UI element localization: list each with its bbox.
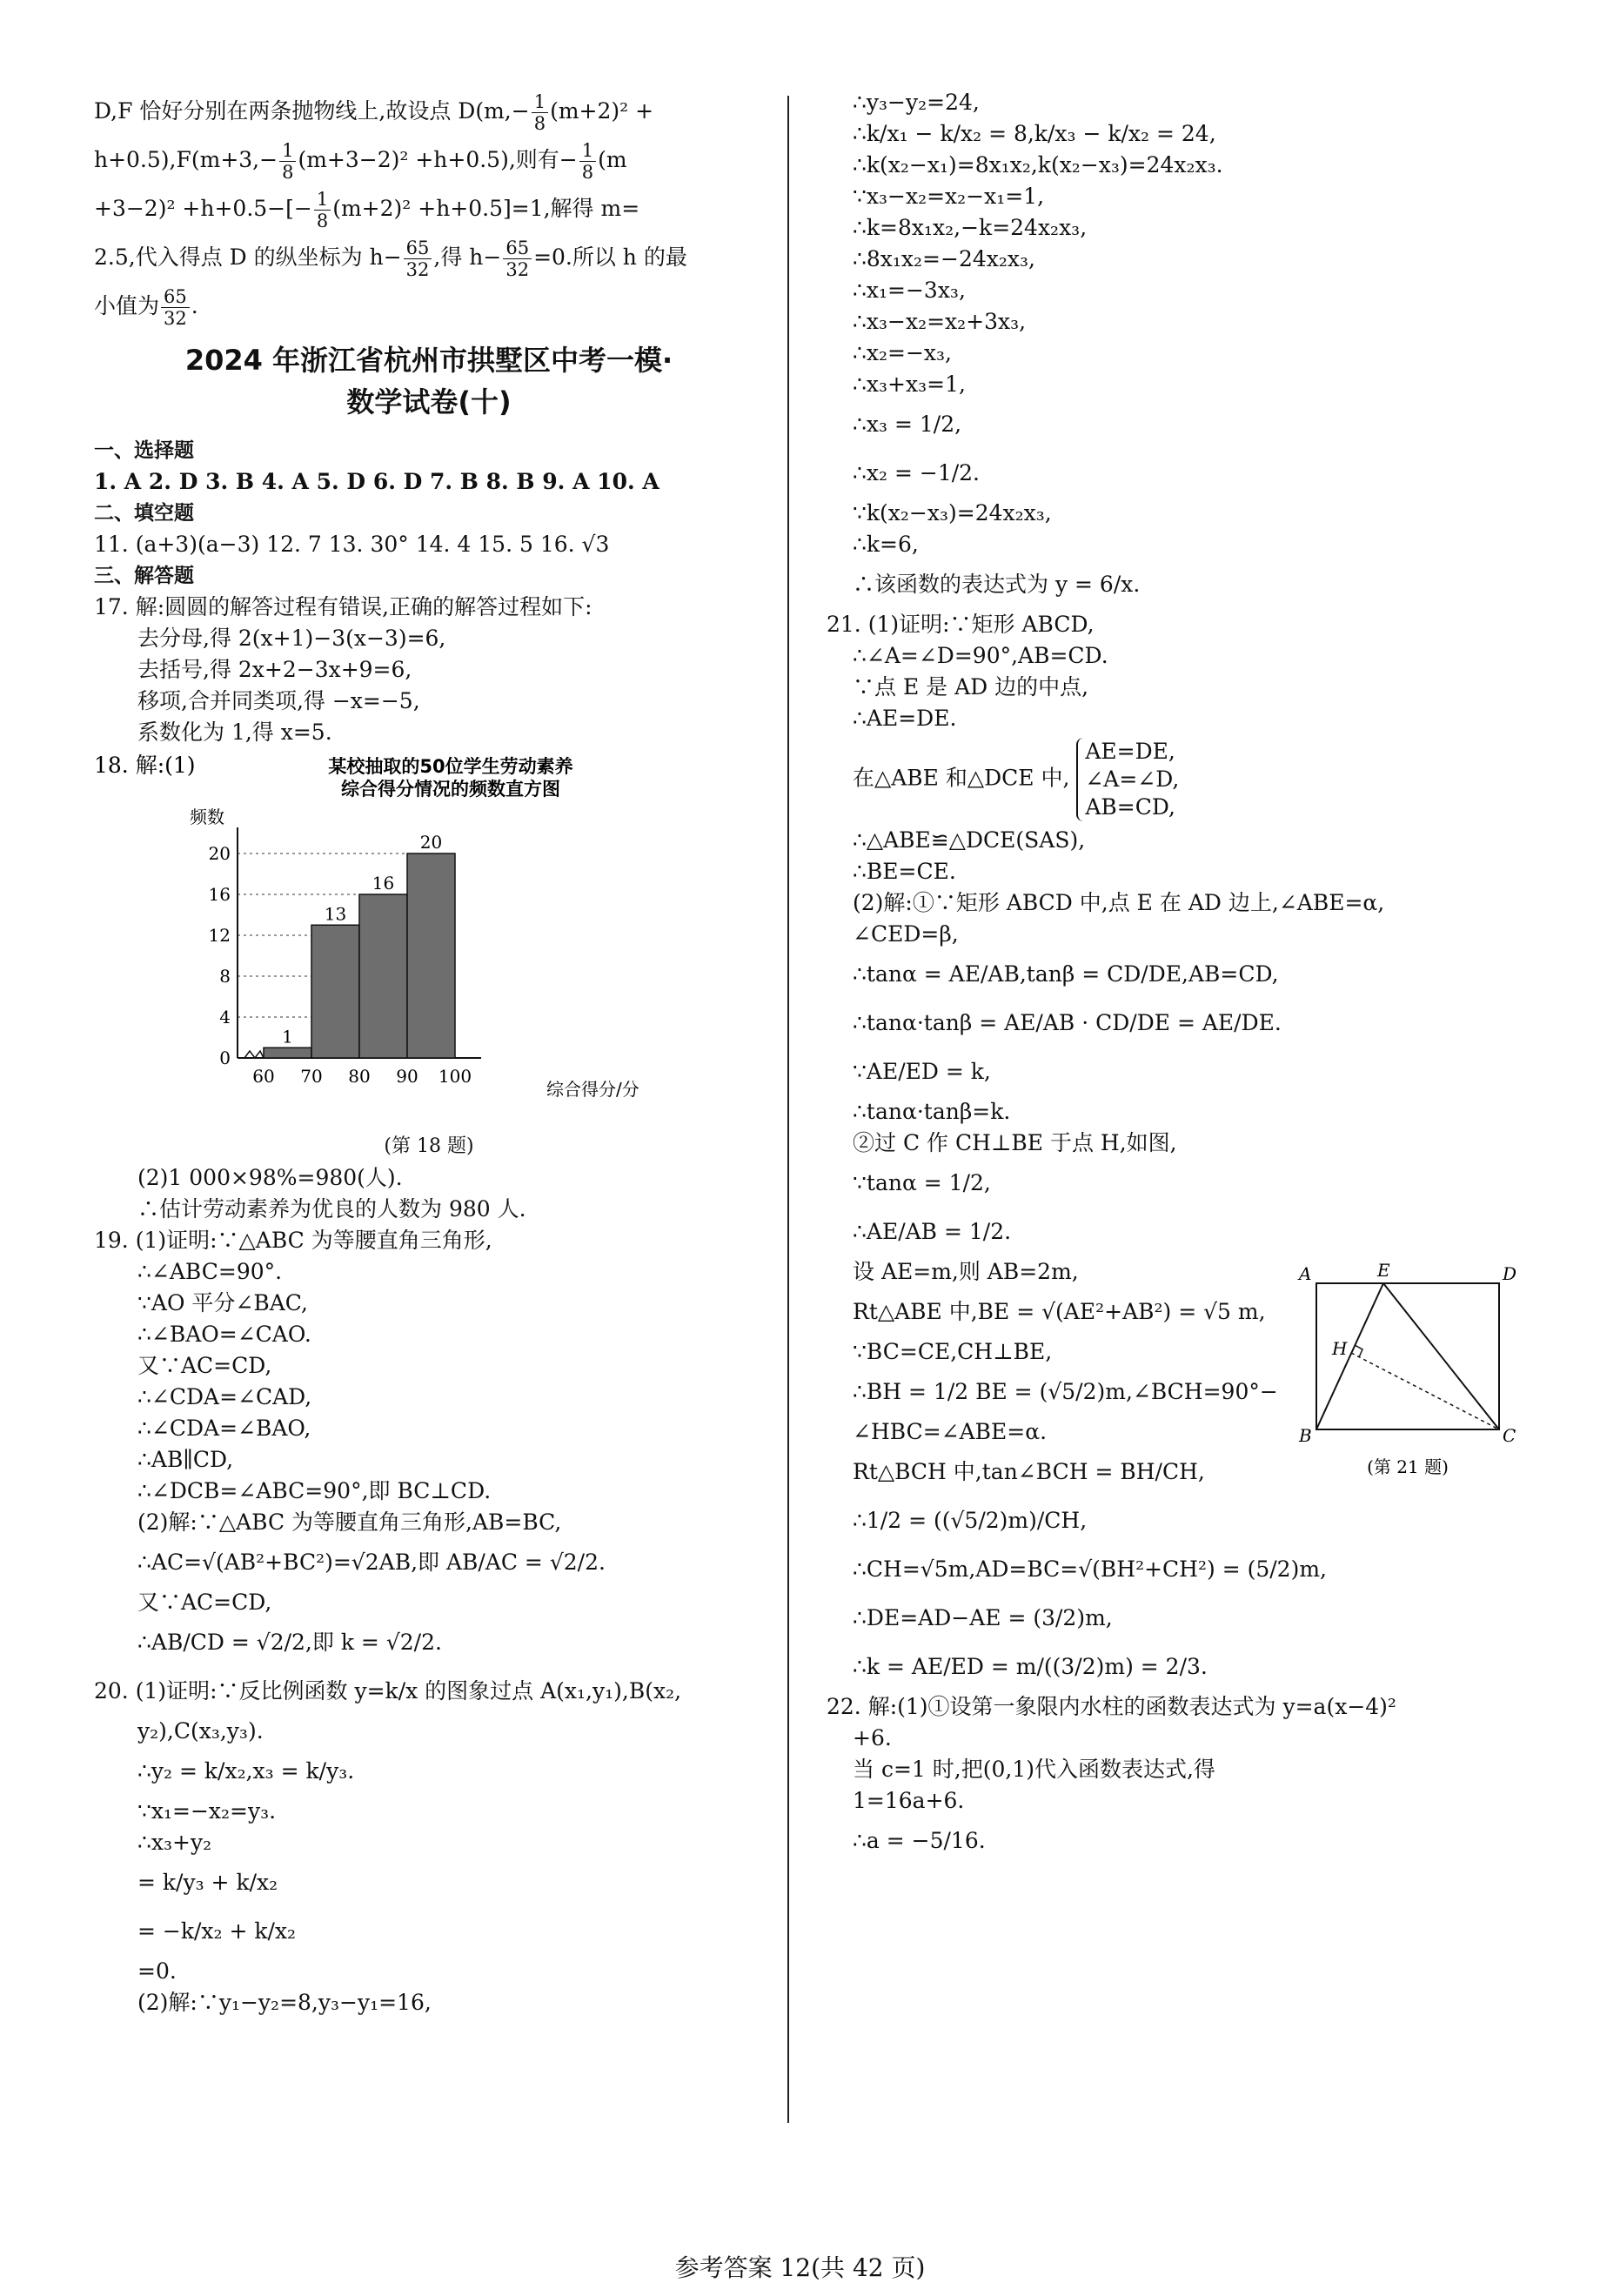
exam-title-line-1: 2024 年浙江省杭州市拱墅区中考一模· (184, 344, 673, 377)
fraction: $\frac{1}{8}$ (532, 91, 548, 134)
bar-value-label: 20 (419, 832, 443, 853)
q20-line: y₂),C(x₃,y₃). (137, 1718, 264, 1744)
rectangle-diagram (1283, 1257, 1518, 1483)
point-label: C (1503, 1425, 1516, 1446)
right-column (827, 87, 1523, 1865)
q21-line: ∴k = AE/ED = m/((3/2)m) = 2/3. (853, 1654, 1208, 1679)
q17-line: 17. 解:圆圆的解答过程有错误,正确的解答过程如下: (94, 594, 592, 619)
q20-line: ∵x₁=−x₂=y₃. (137, 1798, 277, 1824)
bar-value-label: 16 (372, 873, 395, 894)
question-22 (827, 1691, 1523, 1865)
q21-line: 21. (1)证明:∵矩形 ABCD, (827, 612, 1095, 637)
histogram-bar (264, 1048, 311, 1058)
q21-line: ∴AE/AB = 1/2. (853, 1219, 1012, 1244)
intro-line-2: h+0.5),F(m+3,− $\frac{1}{8}$ (m+3−2)² +h+0.5),则有− $\frac{1}{8}$ (m (94, 140, 627, 183)
left-column (94, 87, 764, 2018)
q21-line: ∵AE/ED = k, (853, 1059, 991, 1084)
q21-line: ∴AE=DE. (853, 706, 957, 731)
q18-line: ∴估计劳动素养为优良的人数为 980 人. (137, 1196, 526, 1222)
histogram-bar (311, 925, 359, 1058)
q20-line: ∵k(x₂−x₃)=24x₂x₃, (853, 500, 1052, 525)
histogram-bar (407, 853, 455, 1058)
q20-line: ∴y₃−y₂=24, (853, 90, 980, 115)
x-tick-label: 90 (396, 1066, 418, 1087)
fill-answers: 11. (a+3)(a−3) 12. 7 13. 30° 14. 4 15. 5 16. √3 (94, 532, 610, 557)
q19-line: ∴∠CDA=∠CAD, (137, 1384, 312, 1409)
q20-line: ∴x₃+x₃=1, (853, 372, 966, 397)
q19-line: 又∵AC=CD, (137, 1590, 272, 1615)
point-label: E (1377, 1260, 1390, 1281)
q17-line: 去括号,得 2x+2−3x+9=6, (137, 657, 412, 682)
q17-line: 去分母,得 2(x+1)−3(x−3)=6, (137, 626, 446, 651)
intro-line-4: 2.5,代入得点 D 的纵坐标为 h− $\frac{65}{32}$ ,得 h− $\frac{65}{32}$ =0.所以 h 的最 (94, 238, 687, 280)
q21-line: ∴1/2 = ((√5/2)m)/CH, (853, 1508, 1088, 1533)
q20-line: ∴x₃+y₂ (137, 1830, 212, 1855)
q19-line: ∴AC=√(AB²+BC²)=√2AB,即 AB/AC = √2/2. (137, 1550, 606, 1575)
bar-value-label: 13 (324, 903, 347, 925)
segment-ec (1383, 1283, 1499, 1429)
q19-line: ∴∠DCB=∠ABC=90°,即 BC⊥CD. (137, 1478, 492, 1503)
fraction: $\frac{65}{32}$ (161, 286, 190, 329)
q21-line: 设 AE=m,则 AB=2m, (853, 1259, 1079, 1284)
q21-line: ∠CED=β, (853, 921, 959, 947)
q19-line: ∴AB/CD = √2/2,即 k = √2/2. (137, 1630, 442, 1655)
fraction: $\frac{1}{8}$ (314, 189, 331, 231)
q20-line: ∴8x₁x₂=−24x₂x₃, (853, 246, 1035, 271)
q21-line: ∴∠A=∠D=90°,AB=CD. (853, 643, 1108, 668)
q20-line: ∴k=6, (853, 532, 919, 557)
section-heading: 一、选择题 (94, 439, 194, 462)
exam-title (94, 339, 764, 423)
q17-line: 移项,合并同类项,得 −x=−5, (137, 688, 420, 713)
q19-line: (2)解:∵△ABC 为等腰直角三角形,AB=BC, (137, 1509, 562, 1535)
q21-line: ∵点 E 是 AD 边的中点, (853, 674, 1089, 700)
chart-title-line-2: 综合得分情况的频数直方图 (341, 779, 560, 800)
q20-line: = k/y₃ + k/x₂ (137, 1870, 278, 1895)
page-footer: 参考答案 12(共 42 页) (674, 2253, 926, 2282)
q19-line: ∴∠CDA=∠BAO, (137, 1416, 311, 1441)
q20-line: ∴x₂=−x₃, (853, 340, 952, 365)
histogram-bar (359, 894, 407, 1058)
y-tick-label: 8 (219, 966, 231, 987)
fraction: $\frac{1}{8}$ (279, 140, 296, 183)
q21-line: ∴BH = 1/2 BE = (√5/2)m,∠BCH=90°− (853, 1379, 1278, 1404)
point-label: D (1503, 1263, 1517, 1284)
y-tick-label: 12 (208, 925, 231, 946)
intro-line-5: 小值为 $\frac{65}{32}$ . (94, 286, 198, 329)
y-tick-label: 4 (219, 1007, 231, 1028)
intro-line-1: D,F 恰好分别在两条抛物线上,故设点 D(m,− $\frac{1}{8}$ (m+2)² + (94, 91, 654, 134)
point-label: B (1299, 1425, 1312, 1446)
q20-line: ∵x₃−x₂=x₂−x₁=1, (853, 184, 1045, 209)
q22-line: 当 c=1 时,把(0,1)代入函数表达式,得 (853, 1757, 1215, 1782)
q22-line: ∴a = −5/16. (853, 1828, 986, 1853)
q21-line: ∴△ABE≌△DCE(SAS), (853, 827, 1086, 853)
y-axis-label: 频数 (190, 807, 224, 827)
question-17 (94, 592, 764, 748)
q21-line: Rt△BCH 中,tan∠BCH = BH/CH, (853, 1459, 1205, 1484)
q21-line: ∵BC=CE,CH⊥BE, (853, 1339, 1053, 1364)
q21-line: ∴BE=CE. (853, 859, 956, 884)
q21-figure (1283, 1257, 1518, 1487)
q19-line: 又∵AC=CD, (137, 1353, 272, 1378)
q21-line: ∠HBC=∠ABE=α. (853, 1419, 1048, 1444)
column-divider (787, 96, 789, 2123)
bar-value-label: 1 (282, 1026, 293, 1048)
q20-line: = −k/x₂ + k/x₂ (137, 1918, 297, 1944)
q18-line: (2)1 000×98%=980(人). (137, 1165, 403, 1190)
q21-line: ∵tanα = 1/2, (853, 1170, 991, 1195)
q21-line: ∴tanα = AE/AB,tanβ = CD/DE,AB=CD, (853, 961, 1279, 987)
figure-caption: (第 21 题) (1367, 1456, 1449, 1477)
section-heading: 三、解答题 (94, 565, 194, 587)
q20-line: ∴x₃−x₂=x₂+3x₃, (853, 309, 1027, 334)
q20-line: (2)解:∵y₁−y₂=8,y₃−y₁=16, (137, 1990, 432, 2015)
q20-line: ∴k(x₂−x₁)=8x₁x₂,k(x₂−x₃)=24x₂x₃. (853, 152, 1223, 177)
x-tick-label: 70 (300, 1066, 323, 1087)
question-20 (94, 1667, 764, 2018)
q20-line: ∴y₂ = k/x₂,x₃ = k/y₃. (137, 1758, 355, 1784)
q21-brace-line (827, 738, 1523, 821)
choice-answers: 1. A 2. D 3. B 4. A 5. D 6. D 7. B 8. B 9. A 10. A (94, 469, 659, 494)
question-21 (827, 609, 1523, 1691)
q20-line: 20. (1)证明:∵反比例函数 y=k/x 的图象过点 A(x₁,y₁),B(x₂, (94, 1678, 682, 1704)
question-20-continued (827, 87, 1523, 609)
brace-system (1076, 738, 1179, 821)
point-label: A (1299, 1263, 1312, 1284)
segment-ch (1351, 1353, 1499, 1429)
fraction: $\frac{65}{32}$ (503, 238, 532, 280)
q21-line: ②过 C 作 CH⊥BE 于点 H,如图, (853, 1130, 1177, 1155)
intro-line-3: +3−2)² +h+0.5−[− $\frac{1}{8}$ (m+2)² +h+0.5]=1,解得 m= (94, 189, 640, 231)
x-axis-label: 综合得分/分 (546, 1079, 639, 1100)
q21-line: ∴DE=AD−AE = (3/2)m, (853, 1605, 1113, 1630)
q20-line: ∴x₁=−3x₃, (853, 278, 966, 303)
histogram-chart (94, 753, 764, 1119)
chart-caption: (第 18 题) (384, 1135, 474, 1157)
y-tick-label: 20 (208, 843, 231, 864)
fraction: $\frac{1}{8}$ (579, 140, 596, 183)
q22-line: +6. (853, 1725, 892, 1750)
q22-line: 1=16a+6. (853, 1788, 965, 1813)
q17-line: 系数化为 1,得 x=5. (137, 720, 332, 745)
q20-line: ∴x₂ = −1/2. (853, 460, 980, 485)
q21-line: 在△ABE 和△DCE 中, (853, 765, 1070, 791)
x-tick-label: 80 (348, 1066, 371, 1087)
segment-be (1316, 1283, 1383, 1429)
q22-line: 22. 解:(1)①设第一象限内水柱的函数表达式为 y=a(x−4)² (827, 1694, 1396, 1719)
histogram-figure (94, 753, 764, 1128)
x-tick-label: 60 (252, 1066, 275, 1087)
q21-line: ∴tanα·tanβ=k. (853, 1099, 1011, 1124)
q20-line: ∴x₃ = 1/2, (853, 412, 962, 437)
point-label: H (1332, 1338, 1348, 1359)
q19-line: ∵AO 平分∠BAC, (137, 1290, 308, 1315)
right-angle-mark (1355, 1345, 1362, 1357)
q19-line: 19. (1)证明:∵△ABC 为等腰直角三角形, (94, 1228, 492, 1253)
q20-line: ∴k=8x₁x₂,−k=24x₂x₃, (853, 215, 1088, 240)
q19-line: ∴∠BAO=∠CAO. (137, 1322, 311, 1347)
q21-line: ∴tanα·tanβ = AE/AB · CD/DE = AE/DE. (853, 1010, 1282, 1035)
x-tick-label: 100 (438, 1066, 472, 1087)
q20-line: =0. (137, 1958, 177, 1984)
brace-item: AB=CD, (1085, 794, 1175, 820)
chart-title-line-1: 某校抽取的50位学生劳动素养 (328, 756, 573, 777)
section-heading: 二、填空题 (94, 502, 194, 525)
question-18 (94, 753, 764, 1225)
q19-line: ∴AB∥CD, (137, 1447, 234, 1472)
q18-label: 18. 解:(1) (94, 753, 196, 778)
exam-title-line-2: 数学试卷(十) (346, 385, 512, 418)
y-tick-label: 0 (219, 1048, 231, 1068)
q19-line: ∴∠ABC=90°. (137, 1259, 283, 1284)
q21-line: Rt△ABE 中,BE = √(AE²+AB²) = √5 m, (853, 1299, 1266, 1324)
q21-line: ∴CH=√5m,AD=BC=√(BH²+CH²) = (5/2)m, (853, 1556, 1327, 1582)
y-tick-label: 16 (208, 884, 231, 905)
axis-break-mark (244, 1051, 264, 1058)
q20-line: ∴该函数的表达式为 y = 6/x. (853, 572, 1141, 597)
question-19 (94, 1225, 764, 1667)
brace-item: AE=DE, (1085, 739, 1175, 764)
q21-line: (2)解:①∵矩形 ABCD 中,点 E 在 AD 边上,∠ABE=α, (853, 890, 1385, 915)
fraction: $\frac{65}{32}$ (404, 238, 432, 280)
q20-line: ∴k/x₁ − k/x₂ = 8,k/x₃ − k/x₂ = 24, (853, 121, 1216, 146)
brace-item: ∠A=∠D, (1085, 766, 1180, 792)
